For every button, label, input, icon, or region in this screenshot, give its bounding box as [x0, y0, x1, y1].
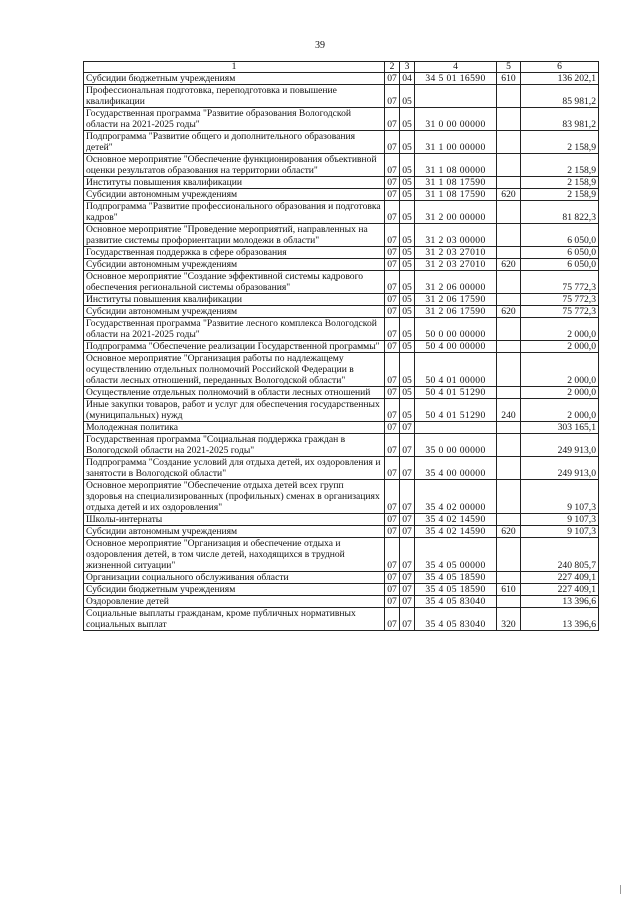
cell-expense-type — [497, 514, 521, 526]
cell-subsection: 07 — [400, 457, 415, 480]
cell-section: 07 — [385, 271, 400, 294]
column-header-sum: 6 — [521, 62, 599, 73]
table-row — [84, 294, 599, 306]
table-row — [84, 596, 599, 608]
cell-sum: 2 000,0 — [521, 318, 599, 341]
cell-target-article: 31 2 03 00000 — [415, 224, 497, 247]
cell-target-article: 35 4 02 00000 — [415, 480, 497, 514]
cell-target-article: 31 1 00 00000 — [415, 131, 497, 154]
cell-target-article: 50 4 01 51290 — [415, 399, 497, 422]
cell-subsection: 07 — [400, 572, 415, 584]
cell-name: Подпрограмма "Развитие общего и дополнительного образования детей" — [84, 131, 385, 154]
cell-section: 07 — [385, 224, 400, 247]
table-row — [84, 584, 599, 596]
cell-expense-type: 240 — [497, 399, 521, 422]
cell-name: Основное мероприятие "Обеспечение отдыха детей всех групп здоровья на специализированных (профильных) сменах в организациях отдыха детей и их оздоровления" — [84, 480, 385, 514]
cell-sum: 227 409,1 — [521, 584, 599, 596]
cell-target-article: 31 2 06 17590 — [415, 306, 497, 318]
cell-target-article: 31 1 08 17590 — [415, 177, 497, 189]
cell-subsection: 05 — [400, 259, 415, 271]
cell-subsection: 07 — [400, 422, 415, 434]
cell-section: 07 — [385, 247, 400, 259]
cell-subsection: 05 — [400, 318, 415, 341]
cell-section: 07 — [385, 341, 400, 353]
cell-sum: 9 107,3 — [521, 526, 599, 538]
cell-name: Подпрограмма "Создание условий для отдыха детей, их оздоровления и занятости в Вологодской области" — [84, 457, 385, 480]
cell-name: Институты повышения квалификации — [84, 177, 385, 189]
header-row — [84, 62, 599, 73]
table-row — [84, 131, 599, 154]
table-row — [84, 480, 599, 514]
column-header-section: 2 — [385, 62, 400, 73]
cell-section: 07 — [385, 154, 400, 177]
cell-name: Институты повышения квалификации — [84, 294, 385, 306]
cell-section: 07 — [385, 608, 400, 631]
cell-target-article: 31 1 08 17590 — [415, 189, 497, 201]
cell-target-article: 35 4 05 83040 — [415, 608, 497, 631]
budget-table — [83, 61, 599, 631]
cell-expense-type: 610 — [497, 73, 521, 85]
cell-sum: 240 805,7 — [521, 538, 599, 572]
cell-section: 07 — [385, 596, 400, 608]
cell-expense-type — [497, 318, 521, 341]
cell-sum: 75 772,3 — [521, 294, 599, 306]
cell-name: Государственная поддержка в сфере образования — [84, 247, 385, 259]
cell-target-article: 35 4 05 18590 — [415, 572, 497, 584]
table-row — [84, 154, 599, 177]
table-row — [84, 73, 599, 85]
cell-subsection: 05 — [400, 294, 415, 306]
cell-section: 07 — [385, 73, 400, 85]
cell-expense-type: 320 — [497, 608, 521, 631]
cell-subsection: 05 — [400, 224, 415, 247]
cell-subsection: 07 — [400, 538, 415, 572]
cell-sum: 249 913,0 — [521, 434, 599, 457]
cell-expense-type — [497, 131, 521, 154]
cell-subsection: 05 — [400, 271, 415, 294]
cell-sum: 2 158,9 — [521, 131, 599, 154]
cell-expense-type — [497, 572, 521, 584]
cell-expense-type — [497, 271, 521, 294]
cell-target-article: 35 4 05 18590 — [415, 584, 497, 596]
table-row — [84, 538, 599, 572]
cell-expense-type — [497, 341, 521, 353]
cell-target-article: 50 4 01 51290 — [415, 387, 497, 399]
cell-subsection: 05 — [400, 85, 415, 108]
cell-name: Подпрограмма "Обеспечение реализации Государственной программы" — [84, 341, 385, 353]
table-row — [84, 189, 599, 201]
cell-name: Осуществление отдельных полномочий в области лесных отношений — [84, 387, 385, 399]
cell-subsection: 07 — [400, 608, 415, 631]
cell-target-article: 34 5 01 16590 — [415, 73, 497, 85]
cell-sum: 75 772,3 — [521, 306, 599, 318]
cell-sum: 75 772,3 — [521, 271, 599, 294]
cell-target-article — [415, 422, 497, 434]
cell-target-article: 50 4 00 00000 — [415, 341, 497, 353]
cell-expense-type — [497, 294, 521, 306]
cell-subsection: 04 — [400, 73, 415, 85]
table-row — [84, 457, 599, 480]
cell-sum: 2 000,0 — [521, 387, 599, 399]
cell-sum: 303 165,1 — [521, 422, 599, 434]
cell-name: Субсидии автономным учреждениям — [84, 306, 385, 318]
table-row — [84, 608, 599, 631]
cell-subsection: 05 — [400, 353, 415, 387]
cell-section: 07 — [385, 457, 400, 480]
cell-subsection: 05 — [400, 201, 415, 224]
cell-target-article: 35 4 05 83040 — [415, 596, 497, 608]
cell-name: Организации социального обслуживания области — [84, 572, 385, 584]
cell-section: 07 — [385, 387, 400, 399]
cell-sum: 13 396,6 — [521, 596, 599, 608]
cell-subsection: 07 — [400, 434, 415, 457]
cell-subsection: 05 — [400, 154, 415, 177]
cell-expense-type: 620 — [497, 259, 521, 271]
cell-name: Подпрограмма "Развитие профессионального образования и подготовка кадров" — [84, 201, 385, 224]
cell-subsection: 05 — [400, 399, 415, 422]
cell-name: Государственная программа "Социальная поддержка граждан в Вологодской области на 2021-2025 годы" — [84, 434, 385, 457]
cell-name: Иные закупки товаров, работ и услуг для обеспечения государственных (муниципальных) нужд — [84, 399, 385, 422]
cell-subsection: 07 — [400, 584, 415, 596]
cell-target-article — [415, 85, 497, 108]
cell-section: 07 — [385, 131, 400, 154]
cell-name: Социальные выплаты гражданам, кроме публичных нормативных социальных выплат — [84, 608, 385, 631]
cell-expense-type — [497, 434, 521, 457]
table-row — [84, 353, 599, 387]
cell-subsection: 05 — [400, 108, 415, 131]
cell-section: 07 — [385, 434, 400, 457]
cell-name: Субсидии автономным учреждениям — [84, 259, 385, 271]
cell-expense-type — [497, 387, 521, 399]
cell-name: Основное мероприятие "Обеспечение функционирования объективной оценки результатов образования на территории области" — [84, 154, 385, 177]
cell-sum: 2 000,0 — [521, 353, 599, 387]
cell-subsection: 07 — [400, 596, 415, 608]
cell-sum: 6 050,0 — [521, 224, 599, 247]
table-row — [84, 224, 599, 247]
cell-name: Профессиональная подготовка, переподготовка и повышение квалификации — [84, 85, 385, 108]
cell-name: Основное мероприятие "Организация работы по надлежащему осуществлению отдельных полномочий Российской Федерации в области лесных отношений, переданных Вологодской области" — [84, 353, 385, 387]
cell-name: Субсидии автономным учреждениям — [84, 526, 385, 538]
cell-sum: 227 409,1 — [521, 572, 599, 584]
cell-target-article: 50 4 01 00000 — [415, 353, 497, 387]
cell-sum: 2 158,9 — [521, 177, 599, 189]
cell-section: 07 — [385, 306, 400, 318]
cell-expense-type: 620 — [497, 306, 521, 318]
cell-expense-type — [497, 457, 521, 480]
table-row — [84, 306, 599, 318]
cell-subsection: 05 — [400, 387, 415, 399]
column-header-name: 1 — [84, 62, 385, 73]
table-body — [84, 73, 599, 631]
cell-expense-type: 620 — [497, 526, 521, 538]
cell-expense-type — [497, 154, 521, 177]
table-row — [84, 108, 599, 131]
cell-section: 07 — [385, 526, 400, 538]
cell-name: Основное мероприятие "Создание эффективной системы кадрового обеспечения региональной системы образования" — [84, 271, 385, 294]
cell-target-article: 31 2 03 27010 — [415, 247, 497, 259]
cell-name: Субсидии автономным учреждениям — [84, 189, 385, 201]
cell-section: 07 — [385, 422, 400, 434]
table-row — [84, 514, 599, 526]
cell-sum: 2 000,0 — [521, 399, 599, 422]
cell-section: 07 — [385, 294, 400, 306]
scan-edge-mark — [620, 885, 621, 894]
cell-target-article: 35 4 02 14590 — [415, 514, 497, 526]
cell-section: 07 — [385, 572, 400, 584]
cell-section: 07 — [385, 538, 400, 572]
cell-expense-type — [497, 201, 521, 224]
table-row — [84, 318, 599, 341]
cell-subsection: 07 — [400, 526, 415, 538]
cell-section: 07 — [385, 201, 400, 224]
cell-expense-type — [497, 224, 521, 247]
column-header-target-article: 4 — [415, 62, 497, 73]
cell-expense-type — [497, 85, 521, 108]
table-row — [84, 387, 599, 399]
cell-section: 07 — [385, 353, 400, 387]
column-header-expense-type: 5 — [497, 62, 521, 73]
column-header-subsection: 3 — [400, 62, 415, 73]
table-row — [84, 201, 599, 224]
table-row — [84, 271, 599, 294]
cell-target-article: 35 0 00 00000 — [415, 434, 497, 457]
table-row — [84, 572, 599, 584]
cell-expense-type — [497, 596, 521, 608]
cell-sum: 249 913,0 — [521, 457, 599, 480]
cell-sum: 13 396,6 — [521, 608, 599, 631]
cell-section: 07 — [385, 259, 400, 271]
cell-section: 07 — [385, 480, 400, 514]
table-row — [84, 341, 599, 353]
cell-subsection: 05 — [400, 177, 415, 189]
table-row — [84, 422, 599, 434]
cell-section: 07 — [385, 108, 400, 131]
cell-sum: 6 050,0 — [521, 259, 599, 271]
table-header — [84, 62, 599, 73]
table-row — [84, 259, 599, 271]
cell-subsection: 07 — [400, 514, 415, 526]
cell-expense-type — [497, 353, 521, 387]
cell-sum: 9 107,3 — [521, 514, 599, 526]
cell-sum: 136 202,1 — [521, 73, 599, 85]
cell-expense-type: 610 — [497, 584, 521, 596]
cell-sum: 2 158,9 — [521, 189, 599, 201]
cell-name: Оздоровление детей — [84, 596, 385, 608]
cell-target-article: 31 2 03 27010 — [415, 259, 497, 271]
cell-expense-type — [497, 247, 521, 259]
cell-name: Основное мероприятие "Проведение мероприятий, направленных на развитие системы профориентации молодежи в области" — [84, 224, 385, 247]
cell-name: Субсидии бюджетным учреждениям — [84, 584, 385, 596]
table-row — [84, 247, 599, 259]
cell-sum: 81 822,3 — [521, 201, 599, 224]
cell-subsection: 07 — [400, 480, 415, 514]
table-row — [84, 399, 599, 422]
table-row — [84, 526, 599, 538]
cell-subsection: 05 — [400, 341, 415, 353]
cell-name: Школы-интернаты — [84, 514, 385, 526]
cell-sum: 85 981,2 — [521, 85, 599, 108]
cell-name: Государственная программа "Развитие образования Вологодской области на 2021-2025 годы" — [84, 108, 385, 131]
cell-target-article: 50 0 00 00000 — [415, 318, 497, 341]
cell-subsection: 05 — [400, 189, 415, 201]
cell-target-article: 35 4 00 00000 — [415, 457, 497, 480]
cell-section: 07 — [385, 584, 400, 596]
cell-target-article: 35 4 05 00000 — [415, 538, 497, 572]
cell-target-article: 35 4 02 14590 — [415, 526, 497, 538]
cell-sum: 6 050,0 — [521, 247, 599, 259]
cell-sum: 2 000,0 — [521, 341, 599, 353]
cell-expense-type: 620 — [497, 189, 521, 201]
table-row — [84, 177, 599, 189]
cell-target-article: 31 2 00 00000 — [415, 201, 497, 224]
cell-expense-type — [497, 108, 521, 131]
cell-target-article: 31 2 06 17590 — [415, 294, 497, 306]
cell-section: 07 — [385, 177, 400, 189]
cell-section: 07 — [385, 399, 400, 422]
cell-sum: 83 981,2 — [521, 108, 599, 131]
cell-expense-type — [497, 422, 521, 434]
cell-name: Молодежная политика — [84, 422, 385, 434]
page-number: 39 — [315, 40, 325, 51]
cell-name: Субсидии бюджетным учреждениям — [84, 73, 385, 85]
cell-expense-type — [497, 177, 521, 189]
table-row — [84, 434, 599, 457]
cell-subsection: 05 — [400, 306, 415, 318]
cell-sum: 2 158,9 — [521, 154, 599, 177]
cell-target-article: 31 2 06 00000 — [415, 271, 497, 294]
cell-expense-type — [497, 480, 521, 514]
cell-section: 07 — [385, 85, 400, 108]
cell-section: 07 — [385, 189, 400, 201]
cell-name: Основное мероприятие "Организация и обеспечение отдыха и оздоровления детей, в том числе детей, находящихся в трудной жизненной ситуации" — [84, 538, 385, 572]
cell-sum: 9 107,3 — [521, 480, 599, 514]
cell-name: Государственная программа "Развитие лесного комплекса Вологодской области на 2021-2025 годы" — [84, 318, 385, 341]
cell-subsection: 05 — [400, 247, 415, 259]
cell-section: 07 — [385, 318, 400, 341]
table-row — [84, 85, 599, 108]
cell-section: 07 — [385, 514, 400, 526]
cell-target-article: 31 1 08 00000 — [415, 154, 497, 177]
cell-subsection: 05 — [400, 131, 415, 154]
cell-target-article: 31 0 00 00000 — [415, 108, 497, 131]
cell-expense-type — [497, 538, 521, 572]
